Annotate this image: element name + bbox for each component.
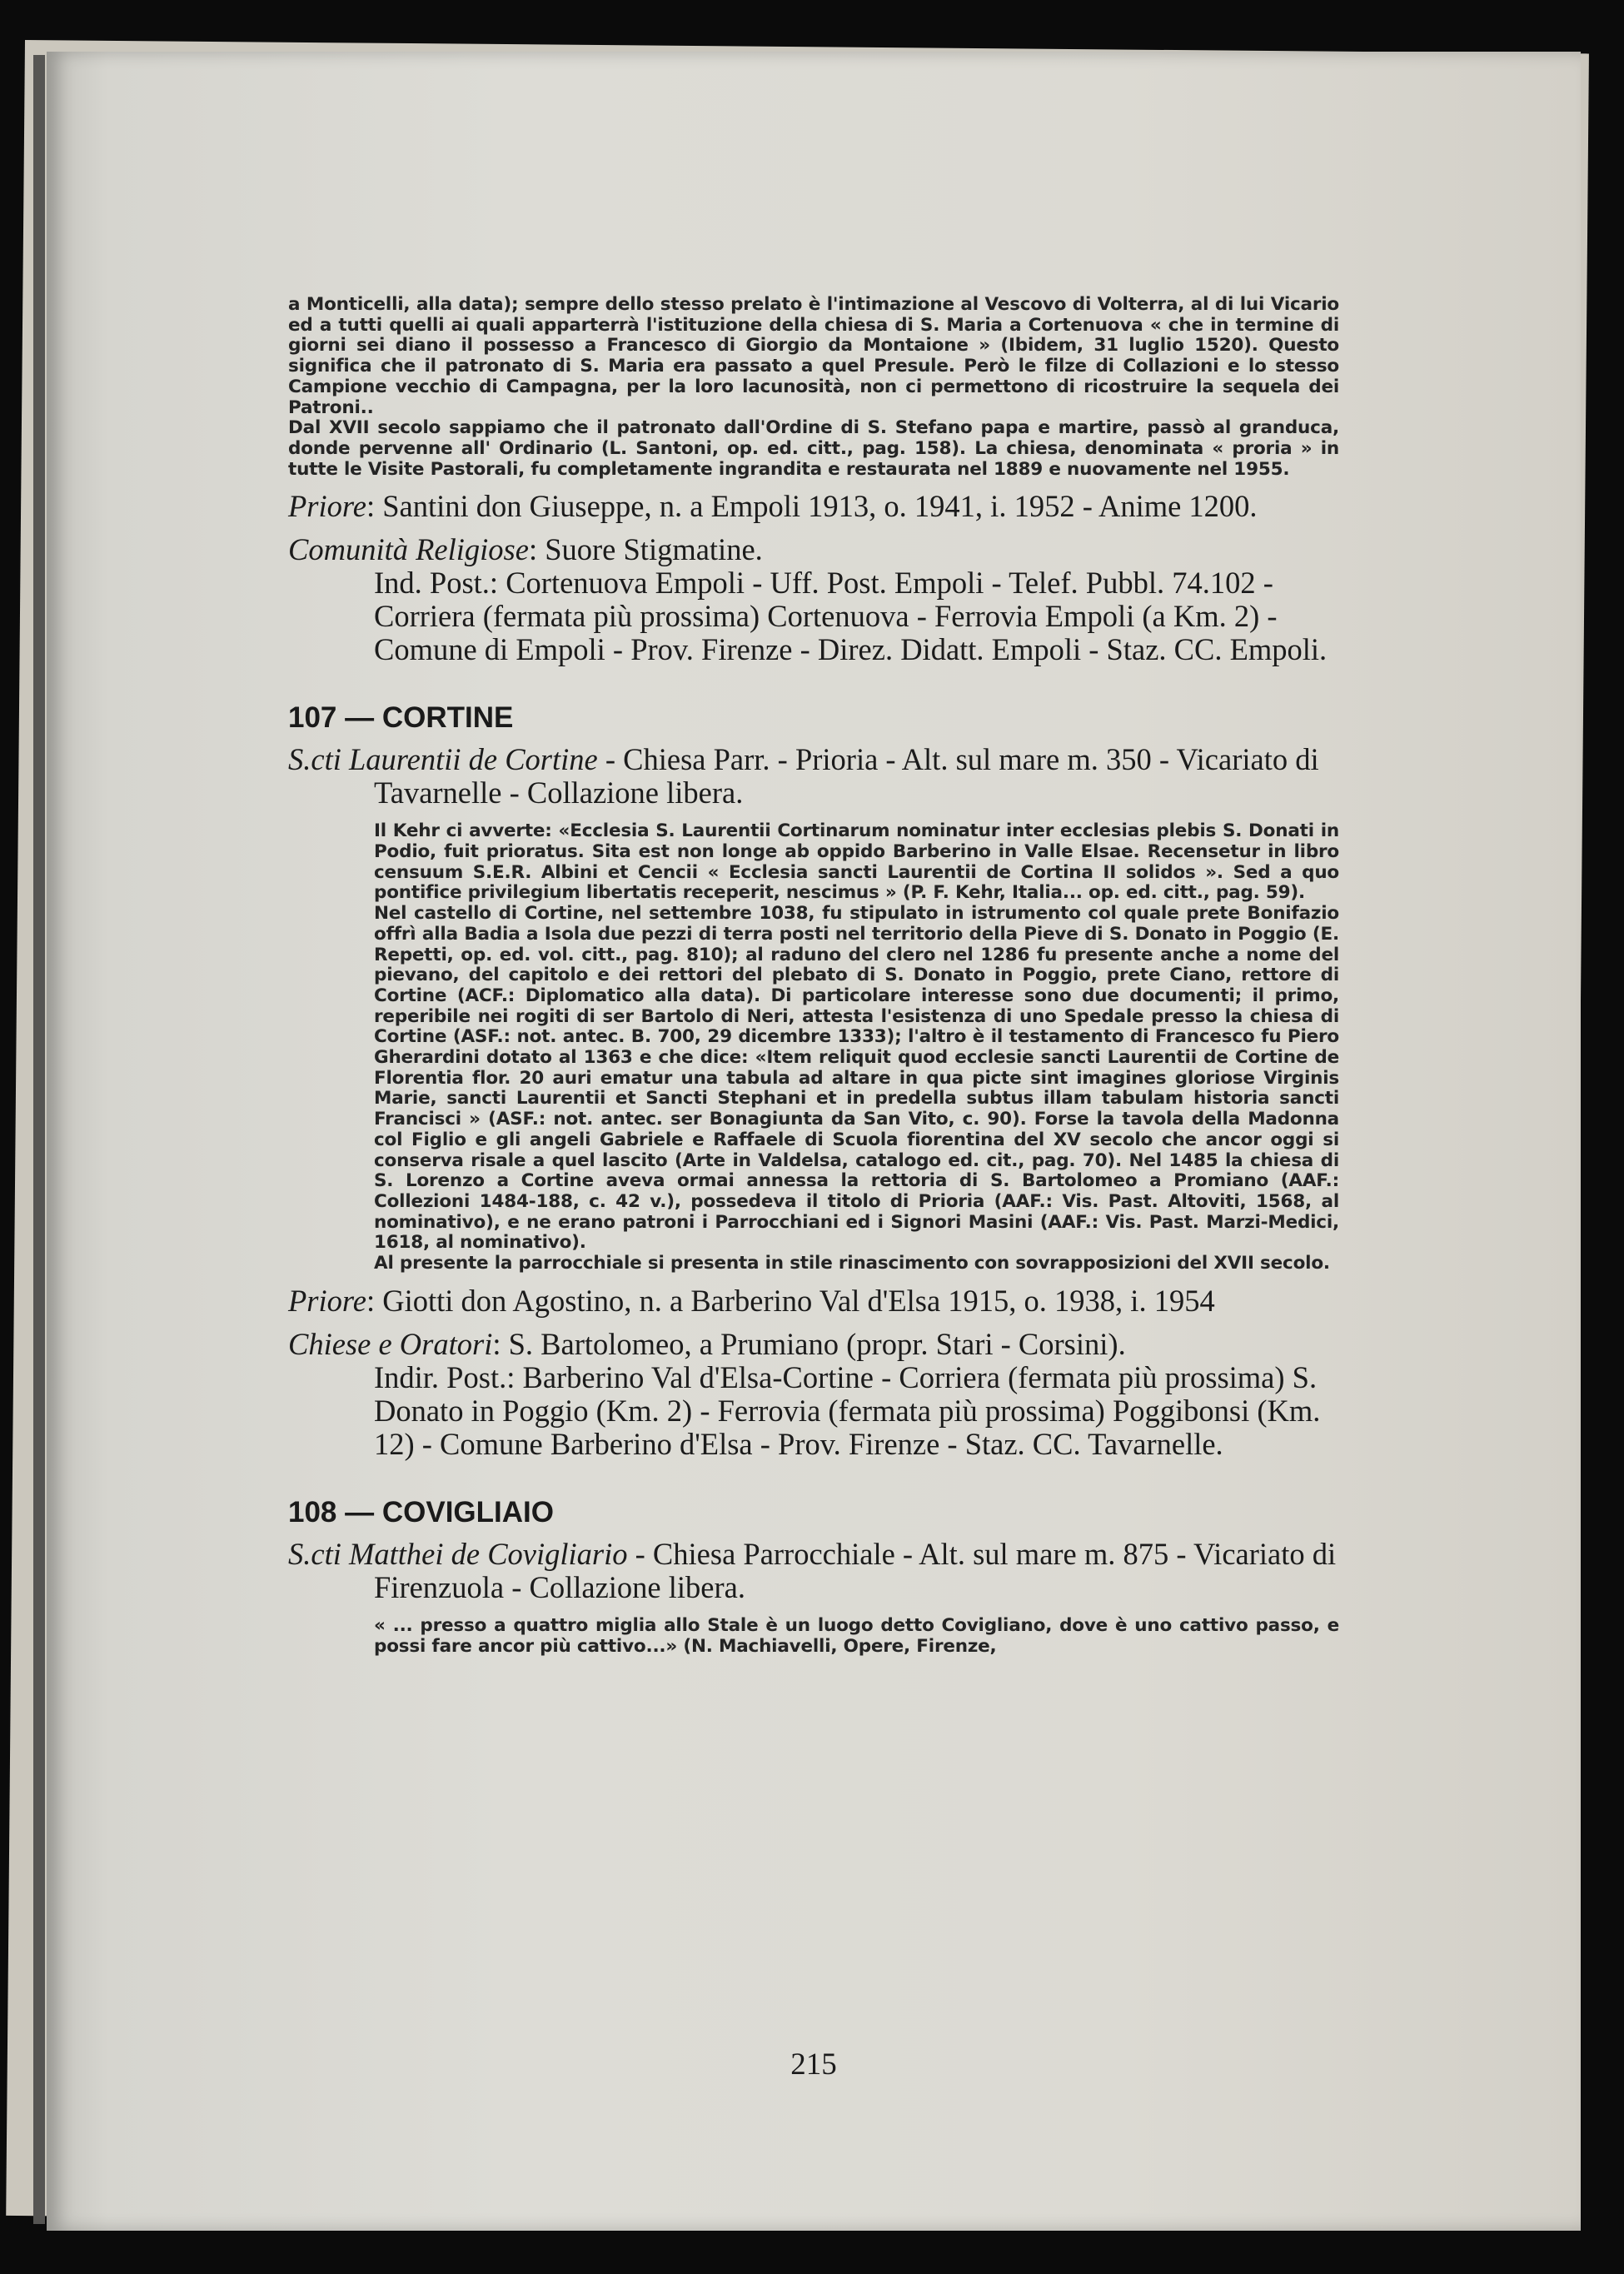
church-latin-name: S.cti Laurentii de Cortine: [288, 742, 598, 777]
section-107-notes: [288, 821, 1339, 1274]
comunita-text: Suore Stigmatine.: [545, 532, 763, 567]
chiese-entry: Chiese e Oratori: S. Bartolomeo, a Prumiano (propr. Stari - Corsini).: [288, 1326, 1126, 1361]
comunita-label: Comunità Religiose: [288, 532, 529, 567]
intro-priore: Priore: Santini don Giuseppe, n. a Empoli 1913, o. 1941, i. 1952 - Anime 1200.: [288, 489, 1258, 524]
note-paragraph: « ... presso a quattro miglia allo Stale è un luogo detto Covigliano, dove è uno cattivo passo, e possi fare ancor più cattivo...» (N. Machiavelli, Opere, Firenze,: [374, 1614, 1339, 1657]
section-107: [288, 700, 1339, 1460]
church-header: [288, 743, 1339, 810]
intro-note-paragraph: Dal XVII secolo sappiamo che il patronato dall'Ordine di S. Stefano papa e martire, passò al granduca, donde pervenne all' Ordinario (L. Santoni, op. ed. citt., pag. 158). La chiesa, denominata « proria » in tutte le Visite Pastorali, fu completamente ingrandita e restaurata nel 1889 e nuovamente nel 1955.: [288, 417, 1339, 480]
priore-label: Priore: [288, 1283, 366, 1318]
intro-note-paragraph: a Monticelli, alla data); sempre dello stesso prelato è l'intimazione al Vescovo di Volterra, al di lui Vicario ed a tutti quelli ai quali apparterrà l'istituzione della chiesa di S. Maria a Cortenuova « che in termine di giorni sei diano il possesso a Francesco di Giorgio da Montaione » (Ibidem, 31 luglio 1520). Questo significa che il patronato di S. Maria era passato a quel Presule. Però le filze di Collazioni e lo stesso Campione vecchio di Campagna, per la loro lacunosità, non ci permettono di ricostruire la sequela dei Patroni..: [288, 294, 1339, 418]
note-paragraph: Al presente la parrocchiale si presenta in stile rinascimento con sovrapposizioni del XVII secolo.: [374, 1253, 1330, 1274]
section-title: 107 — CORTINE: [288, 701, 514, 735]
church-details: - Chiesa Parr. - Prioria - Alt. sul mare m. 350 - Vicariato di Tavarnelle - Collazione libera.: [374, 742, 1319, 810]
intro-notes: [288, 295, 1339, 480]
section-107-header: [288, 743, 1339, 810]
priore-label: Priore: [288, 489, 366, 524]
section-107-details: [288, 1284, 1339, 1461]
intro-comunita: Comunità Religiose: Suore Stigmatine.: [288, 532, 763, 567]
section-108-notes: [288, 1616, 1339, 1657]
intro-indirizzo: Ind. Post.: Cortenuova Empoli - Uff. Post. Empoli - Telef. Pubbl. 74.102 - Corriera (fermata più prossima) Cortenuova - Ferrovia Empoli (a Km. 2) - Comune di Empoli - Prov. Firenze - Direz. Didatt. Empoli - Staz. CC. Empoli.: [374, 566, 1328, 667]
page-number: 215: [790, 2047, 837, 2082]
section-title: 108 — COVIGLIAIO: [288, 1495, 554, 1528]
priore-text: Santini don Giuseppe, n. a Empoli 1913, o. 1941, i. 1952 - Anime 1200.: [382, 489, 1258, 524]
page-content: [288, 295, 1339, 1657]
note-paragraph: Nel castello di Cortine, nel settembre 1038, fu stipulato in istrumento col quale prete Bonifazio offrì alla Badia a Isola due pezzi di terra posti nel territorio della Pieve di S. Donato in Poggio (E. Repetti, op. ed. vol. citt., pag. 810); al raduno del clero nel 1286 fu presente anche a nome del pievano, del capitolo e dei rettori del plebato di S. Donato in Poggio, prete Ciano, rettore di Cortine (ACF.: Diplomatico alla data). Di particolare interesse sono due documenti; il primo, reperibile nei rogiti di ser Bartolo di Neri, attesta l'esistenza di uno Spedale presso la chiesa di Cortine (ASF.: not. antec. B. 700, 29 dicembre 1333); l'altro è il testamento di Francesco fu Piero Gherardini dotato al 1363 e che dice: «Item reliquit quod ecclesie sancti Laurentii de Cortine de Florentia flor. 20 auri ematur una tabula ad altare in qua picte sint imagines gloriose Virginis Marie, sancti Laurentii et Sancti Stephani et in predella subtus illam tabulam historia sancti Francisci » (ASF.: not. antec. ser Bonagiunta da San Vito, c. 90). Forse la tavola della Madonna col Figlio e gli angeli Gabriele e Raffaele di Scuola fiorentina del XV secolo che ancor oggi si conserva risale a quel lascito (Arte in Valdelsa, catalogo ed. cit., pag. 70). Nel 1485 la chiesa di S. Lorenzo a Cortine aveva ormai annessa la rettoria di S. Bartolomeo a Promiano (AAF.: Collezioni 1484-188, c. 42 v.), possedeva il titolo di Prioria (AAF.: Vis. Past. Altoviti, 1568, al nominativo), e ne erano patroni i Parrocchiani ed i Signori Masini (AAF.: Vis. Past. Marzi-Medici, 1618, al nominativo).: [374, 903, 1339, 1254]
page-edge: [33, 55, 45, 2224]
note-paragraph: Il Kehr ci avverte: «Ecclesia S. Laurentii Cortinarum nominatur inter ecclesias plebis S. Donati in Podio, fuit prioratus. Sita est non longe ab oppido Barberino in Valle Elsae. Recensetur in libro censuum S.E.R. Albini et Cencii « Ecclesia sancti Laurentii de Cortina II solidos ». Sed a quo pontifice privilegium libertatis receperit, nescimus » (P. F. Kehr, Italia... op. ed. citt., pag. 59).: [374, 820, 1339, 904]
priore-entry: Priore: Giotti don Agostino, n. a Barberino Val d'Elsa 1915, o. 1938, i. 1954: [288, 1283, 1215, 1318]
book-page: [47, 52, 1581, 2231]
intro-details: [288, 490, 1339, 666]
church-latin-name: S.cti Matthei de Covigliario: [288, 1536, 628, 1571]
section-108-header: [288, 1538, 1339, 1604]
indirizzo-entry: Indir. Post.: Barberino Val d'Elsa-Cortine - Corriera (fermata più prossima) S. Donato in Poggio (Km. 2) - Ferrovia (fermata più prossima) Poggibonsi (Km. 12) - Comune Barberino d'Elsa - Prov. Firenze - Staz. CC. Tavarnelle.: [374, 1359, 1321, 1461]
church-details: - Chiesa Parrocchiale - Alt. sul mare m. 875 - Vicariato di Firenzuola - Collazione libera.: [374, 1536, 1337, 1604]
priore-text: Giotti don Agostino, n. a Barberino Val d'Elsa 1915, o. 1938, i. 1954: [382, 1283, 1215, 1318]
section-108: [288, 1494, 1339, 1657]
church-header: [288, 1538, 1339, 1604]
chiese-text: S. Bartolomeo, a Prumiano (propr. Stari - Corsini).: [508, 1326, 1126, 1361]
chiese-label: Chiese e Oratori: [288, 1326, 493, 1361]
